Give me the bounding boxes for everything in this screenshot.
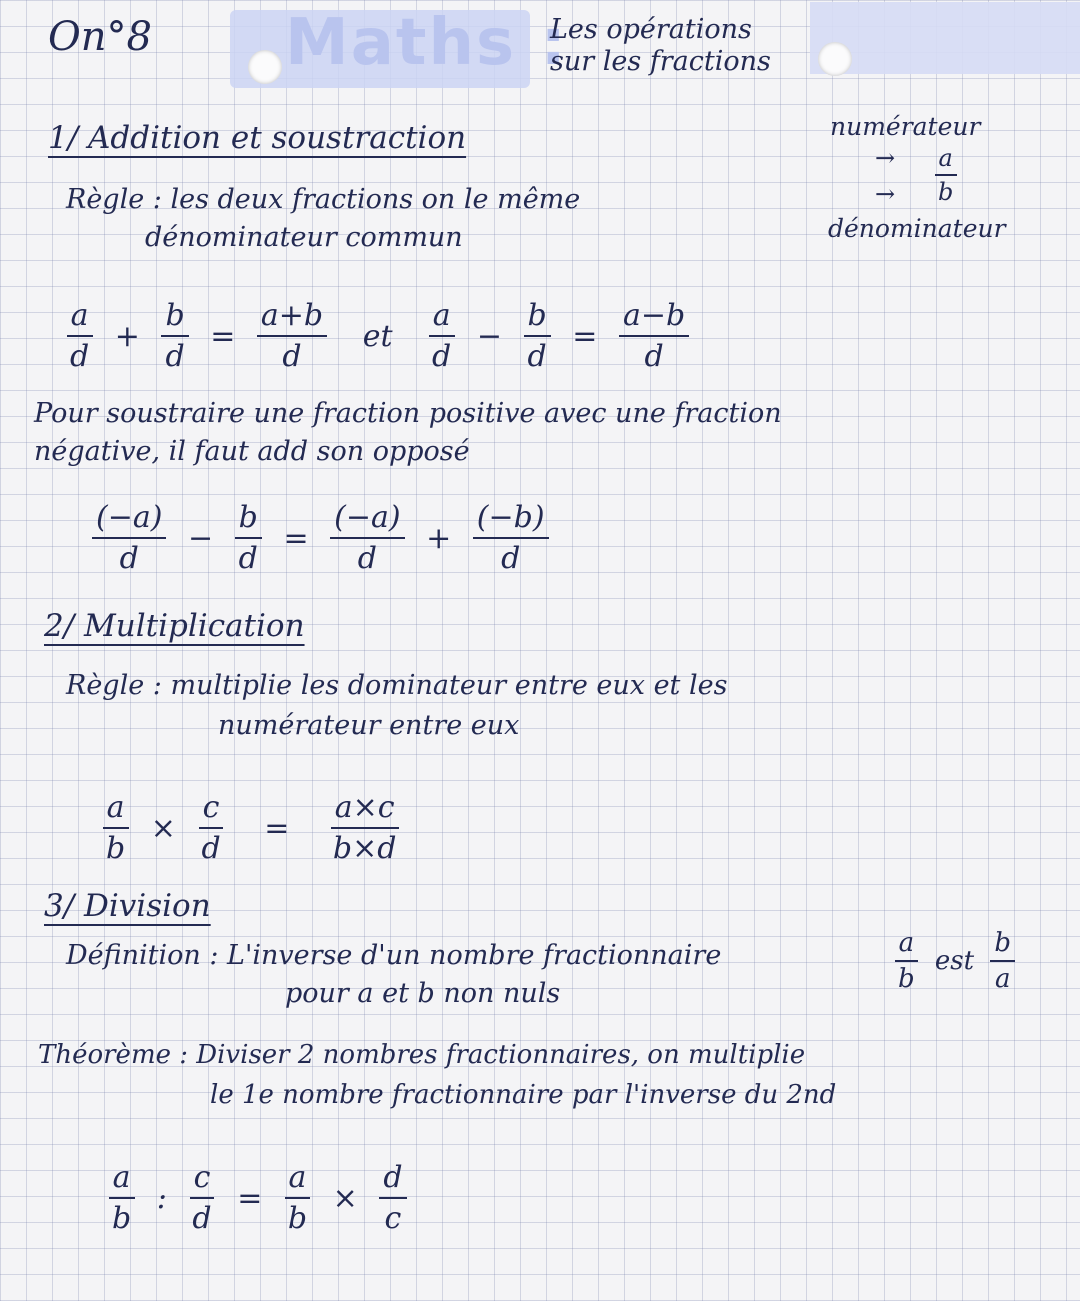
est-word: est [934,946,975,976]
frac-num: b [990,928,1015,962]
frac-num: a [103,790,129,829]
and-word: et [362,318,393,354]
plus-sign: + [426,520,452,556]
frac-num: d [379,1160,406,1199]
section-heading-addition: 1/ Addition et soustraction [48,120,467,156]
addition-formula [62,298,693,374]
frac-den: d [357,541,377,576]
frac-num: (−a) [330,500,404,539]
minus-sign: − [476,318,502,354]
frac-den: d [432,339,452,374]
division-formula [104,1160,411,1236]
arrow-icon: → [875,180,896,208]
frac-num: c [199,790,224,829]
theorem-line-2: le 1e nombre fractionnaire par l'inverse du 2nd [210,1080,837,1110]
multiplication-formula [98,790,404,866]
definition-line-2: pour a et b non nuls [285,978,561,1009]
rule-multiplication-line-1: Règle : multiplie les dominateur entre eux et les [66,670,728,701]
legend-b: b [938,178,954,206]
rule-addition-line-2: dénominateur commun [145,222,463,253]
rule-addition-line-1: Règle : les deux fractions on le même [66,184,581,215]
frac-den: b [287,1201,308,1236]
frac-den: d [119,541,139,576]
negative-formula [88,500,553,576]
frac-den: b [898,964,915,994]
frac-num: a×c [331,790,399,829]
times-sign: × [150,810,176,846]
frac-num: (−b) [473,500,549,539]
frac-den: d [644,339,664,374]
equals-sign: = [237,1180,263,1216]
frac-num: a+b [257,298,327,337]
section-heading-multiplication: 2/ Multiplication [44,608,305,644]
arrow-icon: → [875,144,896,172]
legend-a: a [935,144,957,176]
minus-sign: − [187,520,214,556]
frac-num: a [285,1160,311,1199]
equals-sign: = [264,810,290,846]
equals-sign: = [283,520,309,556]
numerator-label: numérateur [830,112,981,141]
plus-sign: + [114,318,140,354]
times-sign: × [332,1180,358,1216]
equals-sign: = [572,318,598,354]
frac-num: b [524,298,551,337]
frac-den: d [70,339,90,374]
denominator-label: dénominateur [828,214,1006,243]
equals-sign: = [210,318,236,354]
frac-num: a−b [619,298,689,337]
frac-den: b [112,1201,132,1236]
frac-den: d [238,541,258,576]
frac-den: d [282,339,302,374]
binder-hole-icon [248,50,282,84]
topic-line-1: Les opérations [550,14,752,45]
subject-title: Maths : [285,6,568,80]
rule-multiplication-line-2: numérateur entre eux [218,710,520,741]
frac-num: c [190,1160,215,1199]
definition-line-1: Définition : L'inverse d'un nombre fractionnaire [66,940,722,971]
frac-den: b×d [332,831,397,866]
frac-num: a [895,928,919,962]
definition-fractions [890,928,1019,994]
binder-hole-icon [818,42,852,76]
frac-num: a [109,1160,135,1199]
topic-line-2: sur les fractions [550,46,771,77]
frac-den: b [106,831,126,866]
note-line-2: négative, il faut add son opposé [34,436,470,467]
legend-fraction [930,144,961,206]
frac-num: b [235,500,262,539]
frac-num: b [161,298,188,337]
frac-den: c [384,1201,402,1236]
frac-den: d [165,339,185,374]
frac-num: a [429,298,455,337]
frac-den: a [994,964,1011,994]
section-heading-division: 3/ Division [44,888,211,924]
frac-den: d [501,541,521,576]
divide-sign: : [156,1180,167,1216]
frac-num: a [67,298,93,337]
note-line-1: Pour soustraire une fraction positive avec une fraction [34,398,782,429]
frac-den: d [527,339,547,374]
frac-num: (−a) [92,500,166,539]
theorem-line-1: Théorème : Diviser 2 nombres fractionnaires, on multiplie [38,1040,806,1070]
frac-den: d [192,1201,212,1236]
page-number: On°8 [48,14,153,60]
frac-den: d [201,831,221,866]
